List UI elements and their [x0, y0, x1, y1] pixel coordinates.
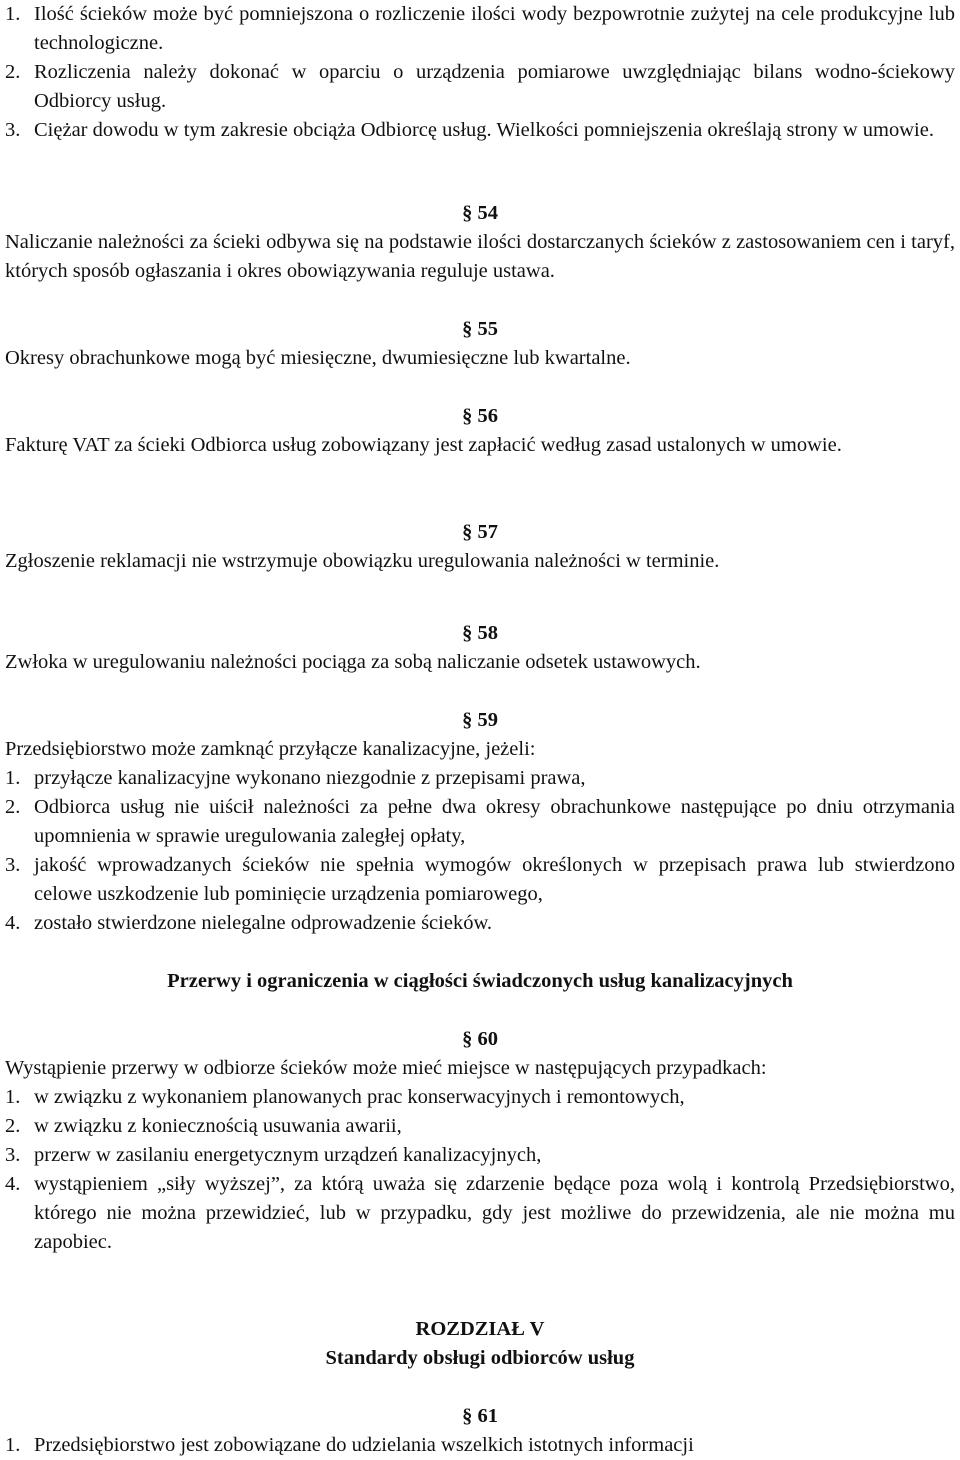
list-item: [5, 1170, 955, 1257]
paragraph-intro-59: Przedsiębiorstwo może zamknąć przyłącze kanalizacyjne, jeżeli:: [5, 738, 536, 760]
paragraph-body-61: [5, 1431, 955, 1460]
paragraph-text-56: Fakturę VAT za ścieki Odbiorca usług zobowiązany jest zapłacić według zasad ustalonych w umowie.: [5, 434, 842, 456]
list-item: [5, 116, 955, 145]
list-number: 1.: [5, 767, 21, 789]
paragraph-heading-56: § 56: [462, 405, 498, 427]
list-number: 1.: [5, 1086, 21, 1108]
list-item: [5, 58, 955, 116]
list-number: 2.: [5, 796, 21, 818]
chapter-title: ROZDZIAŁ V: [415, 1318, 545, 1340]
paragraph-heading-54: § 54: [462, 202, 498, 224]
list-text: Ilość ścieków może być pomniejszona o rozliczenie ilości wody bezpowrotnie zużytej na cele produkcyjne lub technologiczne.: [34, 3, 955, 54]
list-text: w związku z wykonaniem planowanych prac konserwacyjnych i remontowych,: [34, 1086, 685, 1108]
paragraph-text-54: Naliczanie należności za ścieki odbywa się na podstawie ilości dostarczanych ścieków z zastosowaniem cen i taryf, których sposób ogłaszania i okres obowiązywania reguluje ustawa.: [5, 231, 955, 282]
list-number: 3.: [5, 1144, 21, 1166]
list-text: Odbiorca usług nie uiścił należności za pełne dwa okresy obrachunkowe następujące po dniu otrzymania upomnienia w sprawie uregulowania zaległej opłaty,: [34, 796, 955, 847]
chapter-subtitle: Standardy obsługi odbiorców usług: [325, 1347, 635, 1369]
list-number: 1.: [5, 1434, 21, 1456]
paragraph-text-58: Zwłoka w uregulowaniu należności pociąga za sobą naliczanie odsetek ustawowych.: [5, 651, 701, 673]
paragraph-heading-55: § 55: [462, 318, 498, 340]
paragraph-text-55: Okresy obrachunkowe mogą być miesięczne, dwumiesięczne lub kwartalne.: [5, 347, 631, 369]
list-text: w związku z koniecznością usuwania awarii,: [34, 1115, 402, 1137]
paragraph-heading-58: § 58: [462, 622, 498, 644]
list-item: [5, 851, 955, 909]
paragraph-heading-60: § 60: [462, 1028, 498, 1050]
list-item: [5, 909, 955, 938]
list-item: [5, 1431, 955, 1460]
list-item: [5, 0, 955, 58]
list-text: jakość wprowadzanych ścieków nie spełnia wymogów określonych w przepisach prawa lub stwierdzono celowe uszkodzenie lub pominięcie urządzenia pomiarowego,: [34, 854, 955, 905]
paragraph-intro-60: Wystąpienie przerwy w odbiorze ścieków może mieć miejsce w następujących przypadkach:: [5, 1057, 767, 1079]
list-text: Przedsiębiorstwo jest zobowiązane do udzielania wszelkich istotnych informacji: [34, 1434, 694, 1456]
list-number: 4.: [5, 912, 21, 934]
paragraph-heading-61: § 61: [462, 1405, 498, 1427]
list-text: przerw w zasilaniu energetycznym urządzeń kanalizacyjnych,: [34, 1144, 542, 1166]
list-item: [5, 764, 955, 793]
list-number: 3.: [5, 854, 21, 876]
list-text: zostało stwierdzone nielegalne odprowadzenie ścieków.: [34, 912, 493, 934]
list-number: 4.: [5, 1173, 21, 1195]
section-heading: Przerwy i ograniczenia w ciągłości świadczonych usług kanalizacyjnych: [167, 970, 793, 992]
list-number: 2.: [5, 1115, 21, 1137]
list-item: [5, 1112, 955, 1141]
list-item: [5, 793, 955, 851]
paragraph-body-59: [5, 735, 955, 938]
list-text: przyłącze kanalizacyjne wykonano niezgodnie z przepisami prawa,: [34, 767, 586, 789]
list-item: [5, 1083, 955, 1112]
paragraph-text-57: Zgłoszenie reklamacji nie wstrzymuje obowiązku uregulowania należności w terminie.: [5, 550, 720, 572]
list-number: 1.: [5, 3, 21, 25]
paragraph-heading-57: § 57: [462, 521, 498, 543]
paragraph-body-60: [5, 1054, 955, 1257]
list-text: Rozliczenia należy dokonać w oparciu o urządzenia pomiarowe uwzględniając bilans wodno-ściekowy Odbiorcy usług.: [34, 61, 955, 112]
list-text: wystąpieniem „siły wyższej”, za którą uważa się zdarzenie będące poza wolą i kontrolą Przedsiębiorstwo, którego nie można przewidzieć, lub w przypadku, gdy jest możliwe do przewidzenia, ale nie można mu zapobiec.: [34, 1173, 955, 1253]
top-list: [5, 0, 955, 145]
list-item: [5, 1141, 955, 1170]
list-number: 3.: [5, 119, 21, 141]
list-number: 2.: [5, 61, 21, 83]
list-text: Ciężar dowodu w tym zakresie obciąża Odbiorcę usług. Wielkości pomniejszenia określają strony w umowie.: [34, 119, 934, 141]
paragraph-heading-59: § 59: [462, 709, 498, 731]
